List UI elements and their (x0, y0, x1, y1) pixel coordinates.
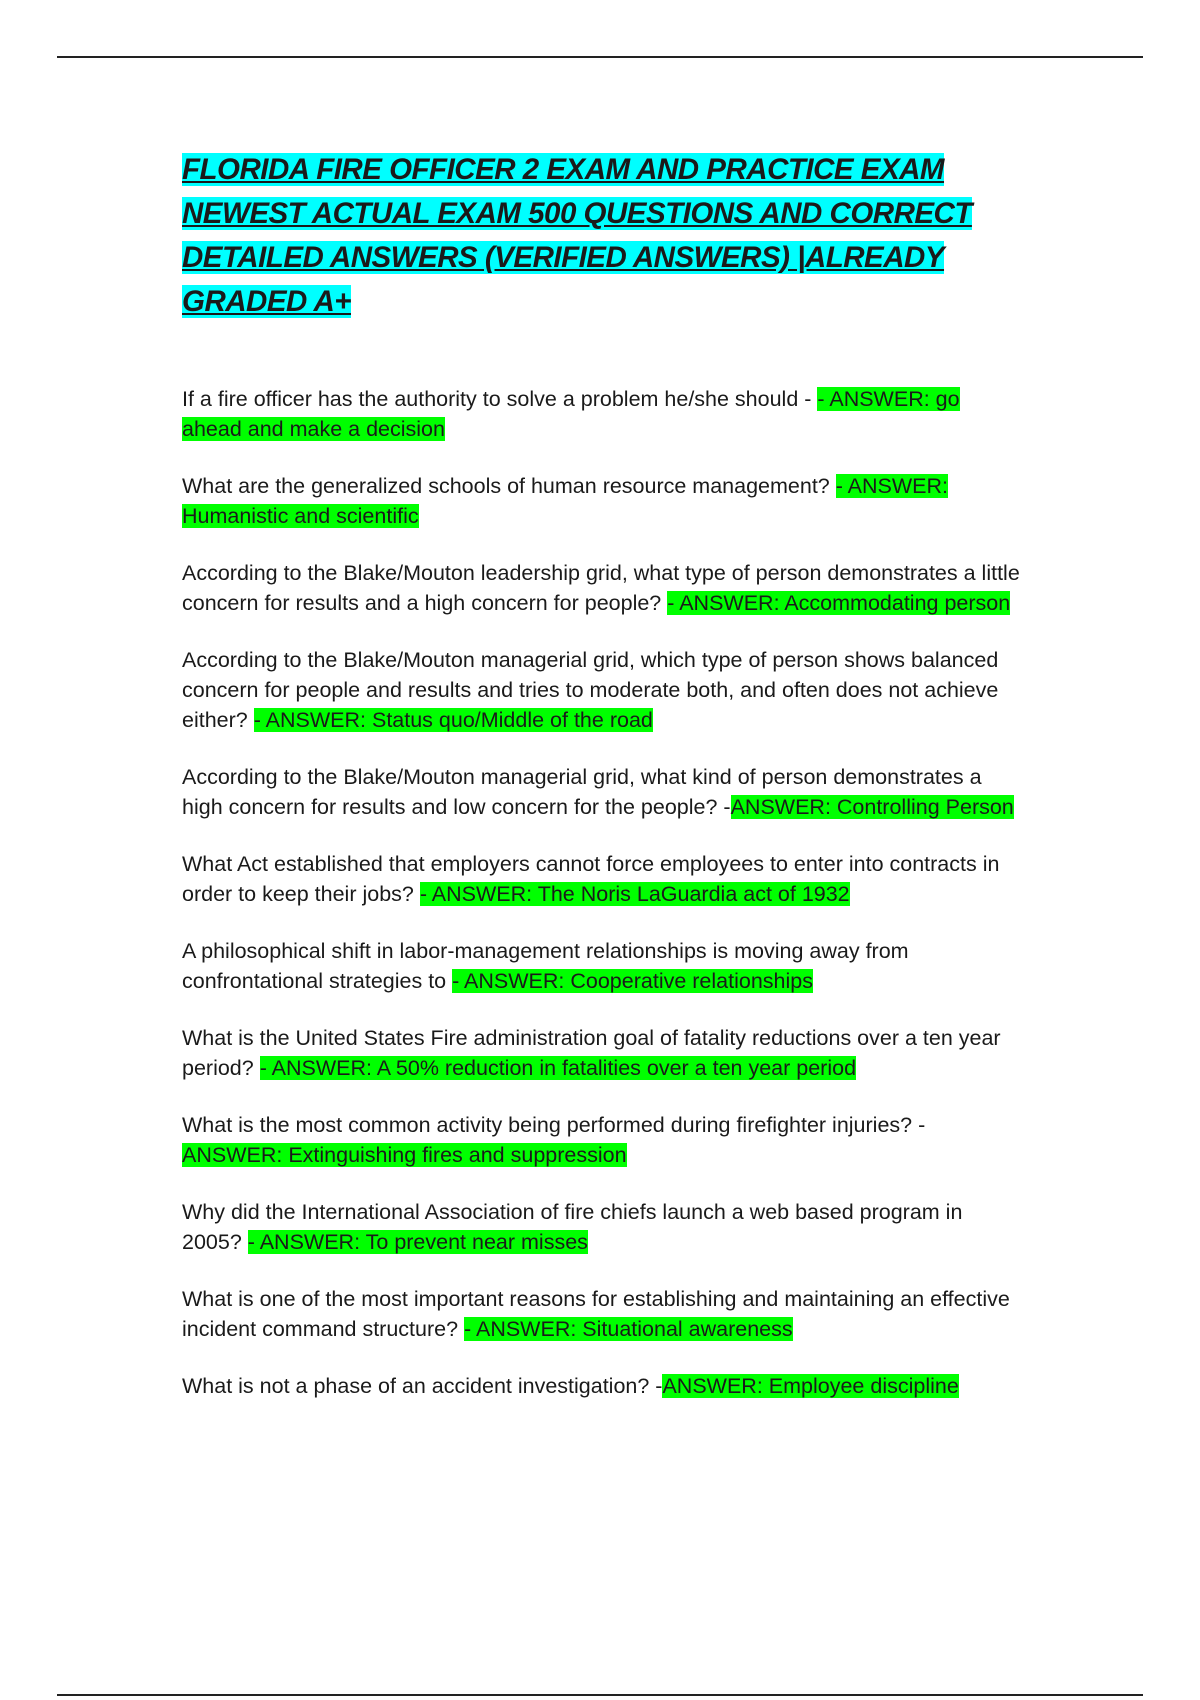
answer-text: - ANSWER: Situational awareness (464, 1317, 793, 1341)
question-text: According to the Blake/Mouton managerial grid, which type of person shows balanced concern for people and results and tries to moderate both, and often does not achieve either? (182, 648, 999, 732)
answer-text: - ANSWER: To prevent near misses (247, 1230, 588, 1254)
qa-item (182, 1284, 1022, 1344)
qa-item (182, 1371, 1022, 1401)
qa-item (182, 471, 1022, 531)
answer-text: - ANSWER: Accommodating person (667, 591, 1011, 615)
document-title-text: FLORIDA FIRE OFFICER 2 EXAM AND PRACTICE EXAM NEWEST ACTUAL EXAM 500 QUESTIONS AND CORRECT DETAILED ANSWERS (VERIFIED ANSWERS) |ALREADY GRADED A+ (182, 153, 972, 318)
qa-item (182, 762, 1022, 822)
answer-text: ANSWER: Controlling Person (730, 795, 1014, 819)
question-text: Why did the International Association of fire chiefs launch a web based program in 2005? (182, 1200, 963, 1254)
question-text: A philosophical shift in labor-management relationships is moving away from confrontational strategies to (182, 939, 909, 993)
qa-item (182, 936, 1022, 996)
header-rule (57, 56, 1143, 58)
qa-item (182, 1023, 1022, 1083)
answer-text: - ANSWER: Cooperative relationships (452, 969, 813, 993)
answer-text: ANSWER: Employee discipline (662, 1374, 959, 1398)
document-body (182, 148, 1022, 1428)
answer-text: - ANSWER: Status quo/Middle of the road (253, 708, 653, 732)
question-text: According to the Blake/Mouton leadership grid, what type of person demonstrates a little concern for results and a high concern for people? (182, 561, 1020, 615)
question-text: What is not a phase of an accident investigation? - (182, 1374, 663, 1398)
question-text: What Act established that employers cannot force employees to enter into contracts in order to keep their jobs? (182, 852, 1000, 906)
question-text: What is one of the most important reasons for establishing and maintaining an effective incident command structure? (182, 1287, 1010, 1341)
answer-text: - ANSWER: The Noris LaGuardia act of 1932 (419, 882, 850, 906)
qa-item (182, 849, 1022, 909)
answer-text: ANSWER: Extinguishing fires and suppression (182, 1143, 627, 1167)
qa-item (182, 1110, 1022, 1170)
qa-item (182, 1197, 1022, 1257)
footer-rule (57, 1694, 1143, 1696)
answer-text: - ANSWER: A 50% reduction in fatalities over a ten year period (259, 1056, 857, 1080)
document-title (182, 148, 1022, 324)
question-text: What is the most common activity being performed during firefighter injuries? - (182, 1113, 926, 1137)
question-text: If a fire officer has the authority to solve a problem he/she should - (182, 387, 818, 411)
qa-item (182, 384, 1022, 444)
qa-item (182, 645, 1022, 735)
qa-item (182, 558, 1022, 618)
answer-text: - ANSWER: go ahead and make a decision (182, 387, 960, 441)
question-text: According to the Blake/Mouton managerial grid, what kind of person demonstrates a high concern for results and low concern for the people? - (182, 765, 982, 819)
question-text: What is the United States Fire administration goal of fatality reductions over a ten year period? (182, 1026, 1001, 1080)
question-text: What are the generalized schools of human resource management? (182, 474, 836, 498)
answer-text: - ANSWER: Humanistic and scientific (182, 474, 949, 528)
